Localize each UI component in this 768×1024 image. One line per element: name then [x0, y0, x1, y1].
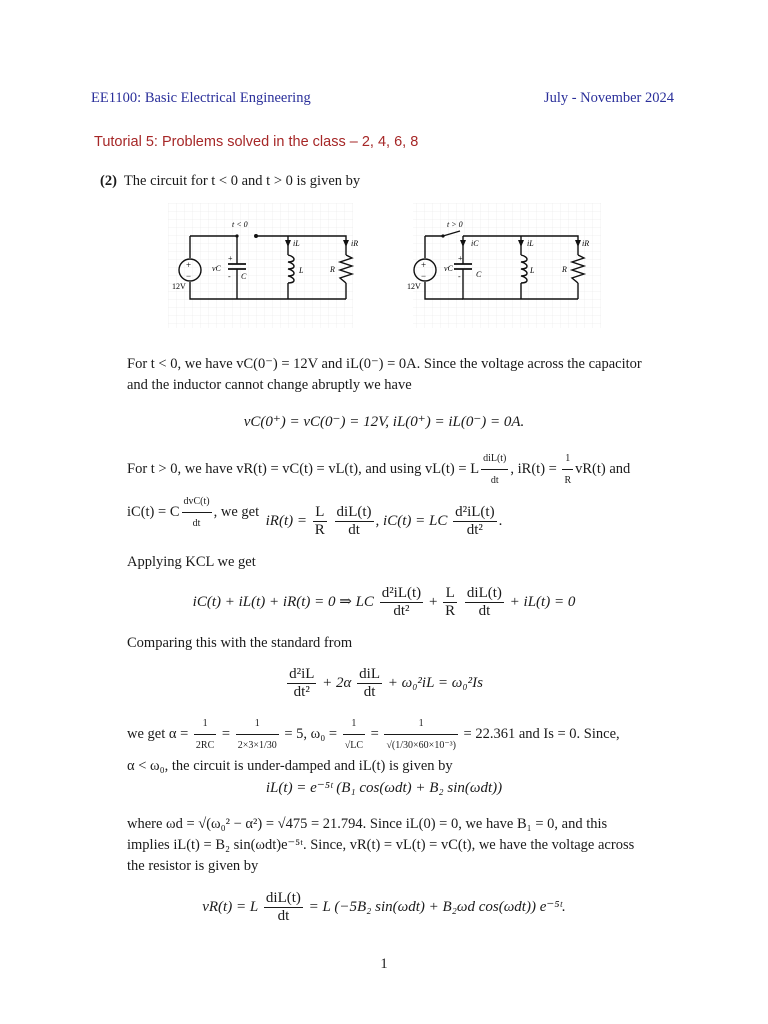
frac-dil-dt-inline: [481, 448, 508, 491]
frac-den: R: [314, 522, 325, 538]
grid-right: [413, 203, 601, 328]
eq1-text: vC(0⁺) = vC(0⁻) = 12V, iL(0⁺) = iL(0⁻) = 0A.: [243, 414, 525, 430]
cap-minus-right: -: [458, 272, 461, 281]
term-label: July - November 2024: [543, 90, 674, 106]
resistor-label-right: R: [562, 265, 567, 274]
frac-num: diL(t): [336, 504, 372, 520]
eq4-b: + ω₀²iL = ω₀²Is: [387, 674, 483, 691]
eq2-a: iR(t) =: [265, 512, 308, 529]
frac-den: 2×3×1/30: [237, 740, 277, 751]
frac-num: d²iL: [289, 666, 315, 682]
cap-plus-right: +: [458, 254, 463, 263]
frac-d2il-dt2: [453, 504, 497, 539]
switch-node-left: [254, 234, 258, 238]
kcl-intro: Applying KCL we get: [127, 554, 256, 570]
compare-text: Comparing this with the standard from: [127, 635, 353, 651]
params-line1: [127, 713, 679, 756]
switch-pivot-left: [235, 234, 238, 237]
frac-l-r: [313, 504, 327, 539]
tutorial-title: Tutorial 5: Problems solved in the class – 2, 4, 6, 8: [94, 134, 419, 150]
get-a: we get α =: [127, 725, 189, 742]
frac-den: √LC: [344, 740, 363, 751]
eq6-b: = L (−5B₂ sin(ωdt) + B₂ωd cos(ωdt)) e⁻⁵ᵗ.: [308, 898, 566, 915]
frac-dil-dt-std: [357, 666, 382, 701]
frac-num: diL(t): [481, 448, 508, 470]
frac-num: d²iL(t): [455, 504, 495, 520]
frac-omega2: [384, 713, 457, 756]
frac-num: 1: [194, 713, 216, 735]
cap-voltage-left: vC: [212, 264, 221, 273]
equation-resistor-voltage: [0, 890, 768, 925]
il-label-right: iL: [527, 239, 534, 248]
get-d: =: [370, 725, 379, 742]
frac-dil-dt-kcl: [465, 585, 504, 620]
eq3-b: +: [428, 593, 438, 610]
eq3-a: iC(t) + iL(t) + iR(t) = 0 ⇒ LC: [192, 593, 374, 610]
ir-label-right: iR: [582, 239, 590, 248]
problem-intro-text: The circuit for t < 0 and t > 0 is given by: [123, 173, 361, 189]
course-title: EE1100: Basic Electrical Engineering: [91, 90, 311, 106]
eq6-a: vR(t) = L: [202, 898, 259, 915]
circuit-diagram: [168, 203, 601, 328]
frac-d2il-dt2-kcl: [380, 585, 424, 620]
eq4-a: + 2α: [322, 674, 352, 691]
eq5-text: iL(t) = e⁻⁵ᵗ (B₁ cos(ωdt) + B₂ sin(ωdt)): [265, 780, 503, 796]
p2-part3: vR(t) and: [575, 460, 631, 477]
frac-num: diL(t): [265, 890, 301, 906]
frac-num: 1: [562, 448, 573, 470]
grid-left: [168, 203, 353, 328]
frac-den: 2RC: [195, 740, 215, 751]
problem-intro: [100, 171, 652, 192]
frac-num: d²iL(t): [381, 585, 422, 601]
where-line3: the resistor is given by: [127, 858, 259, 874]
cap-minus-left: -: [228, 272, 231, 281]
inductor-label-right: L: [530, 266, 535, 275]
frac-alpha2: [236, 713, 279, 756]
p2-part1: For t > 0, we have vR(t) = vC(t) = vL(t), and using vL(t) = L: [127, 460, 480, 477]
cap-label-left: C: [241, 272, 247, 281]
resistor-label-left: R: [330, 265, 335, 274]
paragraph-parameters: [127, 713, 679, 777]
frac-den: dt: [348, 522, 360, 538]
src-minus-right: −: [421, 271, 427, 281]
paragraph-initial-conditions: [127, 354, 679, 396]
time-label-right: t > 0: [447, 220, 463, 229]
equation-kcl: [0, 585, 768, 620]
cap-voltage-right: vC: [444, 264, 453, 273]
frac-num: 1: [343, 713, 365, 735]
frac-d2il-dt2-std: [287, 666, 316, 701]
get-b: =: [221, 725, 231, 742]
frac-den: dt²: [466, 522, 483, 538]
p2-part2: , iR(t) =: [510, 460, 557, 477]
eq3-c: + iL(t) = 0: [509, 593, 576, 610]
p2-line1: [127, 448, 679, 491]
equation-standard-form: [0, 666, 768, 701]
il-label-left: iL: [293, 239, 300, 248]
paragraph-damped-frequency: [127, 814, 679, 877]
src-minus-left: −: [186, 271, 192, 281]
frac-num: diL(t): [466, 585, 502, 601]
frac-den: dt: [192, 518, 201, 529]
src-plus-left: +: [186, 260, 192, 270]
p2-line2a: iC(t) = C: [127, 503, 180, 520]
frac-num: dvC(t): [182, 491, 212, 513]
frac-num: 1: [384, 713, 457, 735]
p1-line1: For t < 0, we have vC(0⁻) = 12V and iL(0⁻) = 0A. Since the voltage across the capacitor: [127, 356, 642, 372]
frac-dil-dt: [335, 504, 374, 539]
ic-label-right: iC: [471, 239, 479, 248]
src-plus-right: +: [421, 260, 427, 270]
frac-den: dt: [277, 908, 290, 924]
where-line2: implies iL(t) = B₂ sin(ωdt)e⁻⁵ᵗ. Since, vR(t) = vL(t) = vC(t), we have the voltage across: [127, 837, 635, 853]
where-line1: where ωd = √(ω₀² − α²) = √475 = 21.794. Since iL(0) = 0, we have B₁ = 0, and this: [127, 816, 608, 832]
underdamped-line: α < ω₀, the circuit is under-damped and iL(t) is given by: [127, 758, 453, 774]
eq2-b: , iC(t) = LC: [375, 512, 448, 529]
ir-label-left: iR: [351, 239, 359, 248]
frac-num: L: [443, 585, 457, 603]
inductor-label-left: L: [299, 266, 304, 275]
frac-den: dt²: [393, 603, 410, 619]
cap-plus-left: +: [228, 254, 233, 263]
source-value-right: 12V: [407, 282, 421, 291]
source-value-left: 12V: [172, 282, 186, 291]
cap-label-right: C: [476, 270, 482, 279]
problem-number: (2): [100, 173, 117, 189]
frac-den: dt: [363, 684, 376, 700]
frac-num: L: [313, 504, 327, 522]
get-c: = 5, ω₀ =: [284, 725, 338, 742]
frac-den: dt: [490, 475, 499, 486]
page-number: 1: [380, 956, 388, 972]
frac-den: dt²: [293, 684, 310, 700]
equation-continuity: [0, 412, 768, 431]
frac-one-r: [562, 448, 573, 491]
frac-den: dt: [478, 603, 491, 619]
frac-alpha1: [194, 713, 216, 756]
frac-den: R: [445, 603, 456, 619]
frac-omega1: [343, 713, 365, 756]
time-label-left: t < 0: [232, 220, 248, 229]
p1-line2: and the inductor cannot change abruptly we have: [127, 377, 412, 393]
frac-den: R: [564, 475, 572, 486]
frac-dil-dt-final: [264, 890, 303, 925]
frac-den: √(1/30×60×10⁻³): [386, 740, 456, 751]
equation-solution: [0, 778, 768, 797]
frac-num: diL: [359, 666, 380, 682]
frac-l-r-kcl: [443, 585, 457, 620]
p2-line2b: , we get: [213, 503, 260, 520]
frac-num: 1: [236, 713, 279, 735]
equation-currents: iR(t) = $\frac{L}{R}$ $\frac{\text{diL(t)}}{dt}$ , iC(t) = LC $\frac{\text{d²iL(t)}}{\text{dt²}}$ .: [265, 504, 503, 538]
get-e: = 22.361 and Is = 0. Since,: [463, 725, 620, 742]
